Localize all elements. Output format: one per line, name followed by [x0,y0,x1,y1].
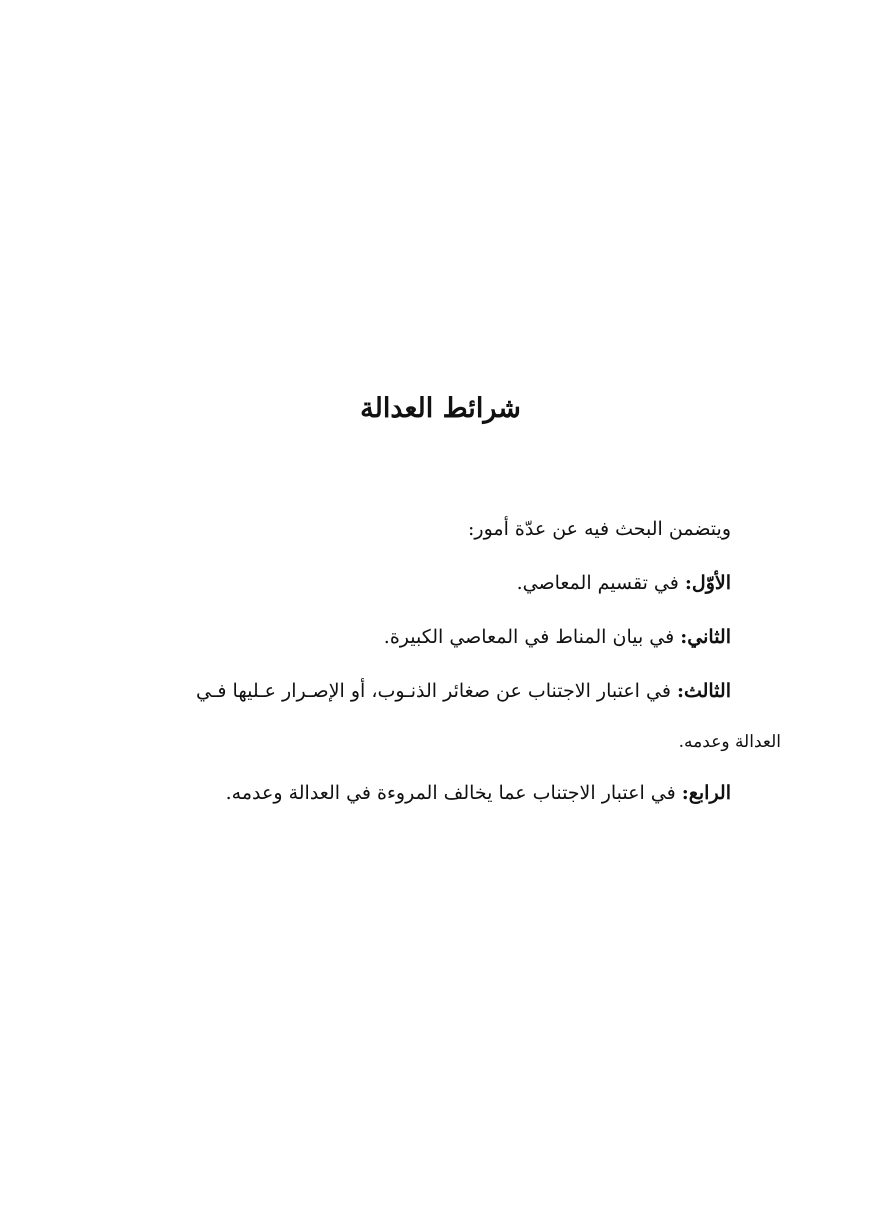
item-first [91,556,731,610]
item-continuation: العدالة وعدمه. [678,732,781,752]
item-text: في اعتبار الاجتناب عما يخالف المروءة في العدالة وعدمه. [225,782,682,804]
item-text: في اعتبار الاجتناب عن صغائر الذنـوب، أو الإصـرار عـليها فـي [196,680,677,702]
item-label: الأوّل: [684,572,731,594]
item-label: الثالث: [676,680,731,702]
item-label: الثاني: [680,626,731,648]
page-title: شرائط العدالة [360,393,521,424]
item-second [91,610,731,664]
item-label: الرابع: [681,782,731,804]
document-body [91,502,781,820]
item-text: في تقسيم المعاصي. [516,572,685,594]
item-fourth [91,766,731,820]
intro-paragraph: ويتضمن البحث فيه عن عدّة أمور: [468,518,731,540]
item-text: في بيان المناط في المعاصي الكبيرة. [383,626,681,648]
item-third [91,664,781,766]
